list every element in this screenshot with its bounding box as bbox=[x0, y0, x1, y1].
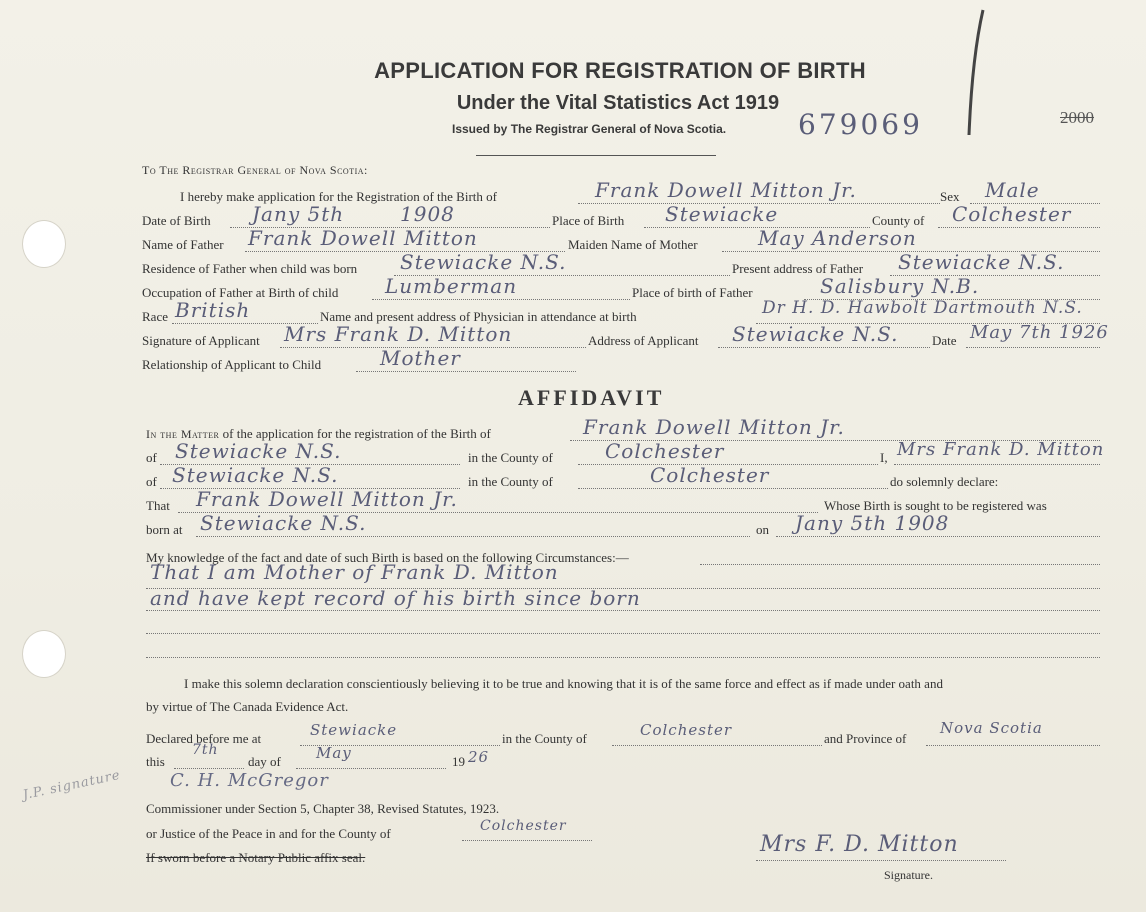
notary-line: If sworn before a Notary Public affix seal. bbox=[146, 850, 366, 865]
corner-number: 2000 bbox=[1060, 108, 1094, 127]
day-of-label: day of bbox=[248, 754, 281, 769]
affidavit-heading: AFFIDAVIT bbox=[518, 385, 665, 410]
occupation-label: Occupation of Father at Birth of child bbox=[142, 285, 339, 300]
born-at-label: born at bbox=[146, 522, 183, 537]
of-label-2: of bbox=[146, 474, 157, 489]
dob-year: 1908 bbox=[400, 202, 455, 226]
race-label: Race bbox=[142, 309, 168, 324]
declared-at: Stewiacke bbox=[310, 721, 398, 739]
this-label: this bbox=[146, 754, 165, 769]
month-value: May bbox=[316, 744, 352, 762]
that-name: Frank Dowell Mitton Jr. bbox=[196, 487, 458, 511]
form-subtitle: Under the Vital Statistics Act 1919 bbox=[456, 92, 780, 114]
pob-value: Stewiacke bbox=[665, 202, 779, 226]
addr-applicant-value: Stewiacke N.S. bbox=[732, 322, 899, 346]
in-county-label-2: in the County of bbox=[468, 474, 553, 489]
sex-value: Male bbox=[985, 178, 1040, 202]
father-pob-label: Place of birth of Father bbox=[632, 285, 753, 300]
sex-label: Sex bbox=[940, 189, 960, 204]
intro-label: I hereby make application for the Registration of the Birth of bbox=[180, 189, 497, 204]
relationship-label: Relationship of Applicant to Child bbox=[142, 357, 322, 372]
dob-day: Jany 5th bbox=[252, 202, 345, 226]
year-prefix: 19 bbox=[452, 754, 465, 769]
county-1: Colchester bbox=[605, 439, 725, 463]
knowledge-label: My knowledge of the fact and date of such Birth is based on the following Circumstances:— bbox=[146, 550, 629, 565]
race-value: British bbox=[175, 298, 251, 322]
res-father-value: Stewiacke N.S. bbox=[400, 250, 567, 274]
date-label: Date bbox=[932, 333, 957, 348]
justice-county: Colchester bbox=[480, 818, 567, 834]
in-county-label-3: in the County of bbox=[502, 731, 587, 746]
this-day: 7th bbox=[192, 742, 219, 758]
i-label: I, bbox=[880, 450, 888, 465]
declarant-signature: Mrs F. D. Mitton bbox=[760, 832, 959, 857]
declaration-line-1: I make this solemn declaration conscientiously believing it to be true and knowing that it is of the same force and effect as if made under oath and bbox=[184, 676, 943, 691]
sig-applicant-label: Signature of Applicant bbox=[142, 333, 260, 348]
county-label: County of bbox=[872, 213, 925, 228]
matter-name: Frank Dowell Mitton Jr. bbox=[583, 415, 845, 439]
punch-hole-top bbox=[22, 220, 66, 268]
registration-number: 679069 bbox=[798, 108, 923, 141]
of-place-2: Stewiacke N.S. bbox=[172, 463, 339, 487]
signature-label: Signature. bbox=[884, 868, 933, 882]
addressee: To The Registrar General of Nova Scotia: bbox=[142, 163, 368, 177]
solemnly-label: do solemnly declare: bbox=[890, 474, 999, 489]
res-father-label: Residence of Father when child was born bbox=[142, 261, 358, 276]
declared-label: Declared before me at bbox=[146, 731, 262, 746]
form-title: APPLICATION FOR REGISTRATION OF BIRTH bbox=[374, 58, 866, 83]
commissioner-line: Commissioner under Section 5, Chapter 38, Revised Statutes, 1923. bbox=[146, 801, 500, 816]
circumstance-2: and have kept record of his birth since born bbox=[150, 586, 641, 610]
present-addr-label: Present address of Father bbox=[732, 261, 864, 276]
declaration-line-2: by virtue of The Canada Evidence Act. bbox=[146, 699, 349, 714]
sig-applicant-value: Mrs Frank D. Mitton bbox=[284, 322, 513, 346]
matter-label-text: of the application for the registration of the Birth of bbox=[222, 426, 491, 441]
physician-label: Name and present address of Physician in attendance at birth bbox=[320, 309, 637, 324]
punch-hole-bottom bbox=[22, 630, 66, 678]
year-suffix: 26 bbox=[468, 748, 490, 766]
matter-label-sc: In the Matter bbox=[146, 427, 220, 441]
child-name: Frank Dowell Mitton Jr. bbox=[595, 178, 857, 202]
date-value: May 7th 1926 bbox=[970, 322, 1109, 343]
header-divider bbox=[476, 155, 716, 156]
present-addr-value: Stewiacke N.S. bbox=[898, 250, 1065, 274]
addr-applicant-label: Address of Applicant bbox=[588, 333, 699, 348]
declarant: Mrs Frank D. Mitton bbox=[897, 439, 1105, 460]
of-place-1: Stewiacke N.S. bbox=[175, 439, 342, 463]
county-2: Colchester bbox=[650, 463, 770, 487]
pob-label: Place of Birth bbox=[552, 213, 625, 228]
jp-signature: C. H. McGregor bbox=[170, 770, 329, 791]
on-date: Jany 5th 1908 bbox=[795, 511, 950, 535]
province-value: Nova Scotia bbox=[940, 719, 1043, 737]
county-value: Colchester bbox=[952, 202, 1072, 226]
circumstance-1: That I am Mother of Frank D. Mitton bbox=[150, 560, 559, 584]
dob-label: Date of Birth bbox=[142, 213, 211, 228]
mother-name: May Anderson bbox=[758, 226, 917, 250]
of-label-1: of bbox=[146, 450, 157, 465]
province-label: and Province of bbox=[824, 731, 907, 746]
father-label: Name of Father bbox=[142, 237, 224, 252]
margin-note: J.P. signature bbox=[21, 767, 122, 804]
born-at-value: Stewiacke N.S. bbox=[200, 511, 367, 535]
issued-by: Issued by The Registrar General of Nova Scotia. bbox=[452, 122, 727, 136]
physician-value: Dr H. D. Hawbolt Dartmouth N.S. bbox=[762, 298, 1083, 318]
occupation-value: Lumberman bbox=[385, 274, 518, 298]
father-name: Frank Dowell Mitton bbox=[248, 226, 478, 250]
declared-county: Colchester bbox=[640, 721, 733, 739]
on-label: on bbox=[756, 522, 769, 537]
that-label: That bbox=[146, 498, 170, 513]
father-pob-value: Salisbury N.B. bbox=[820, 274, 980, 298]
mother-label: Maiden Name of Mother bbox=[568, 237, 698, 252]
in-county-label-1: in the County of bbox=[468, 450, 553, 465]
relationship-value: Mother bbox=[380, 346, 461, 370]
justice-label: or Justice of the Peace in and for the County of bbox=[146, 826, 391, 841]
whose-birth-label: Whose Birth is sought to be registered was bbox=[824, 498, 1047, 513]
